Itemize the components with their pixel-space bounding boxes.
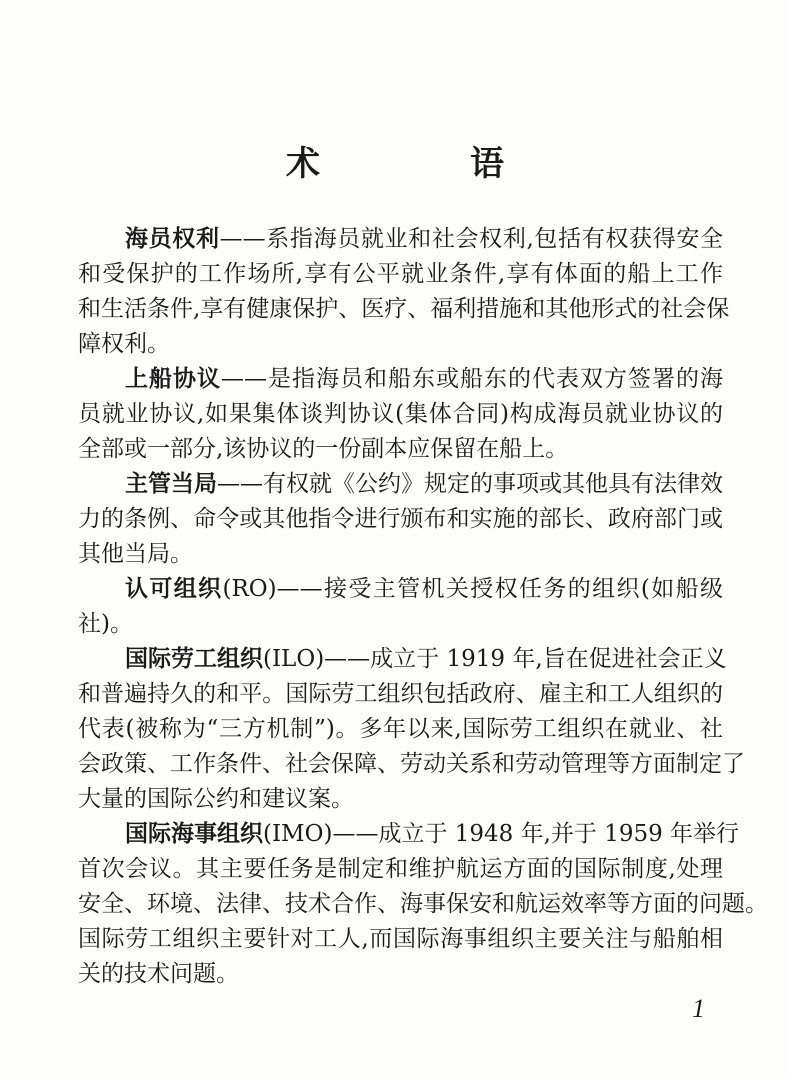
term-name: 主管当局 bbox=[125, 471, 217, 497]
definition-text: 大量的国际公约和建议案。 bbox=[78, 786, 354, 812]
definition-text: 社)。 bbox=[78, 611, 133, 637]
term-name: 认可组织 bbox=[125, 576, 223, 602]
term-name: 国际劳工组织 bbox=[125, 646, 263, 672]
term-paragraph bbox=[78, 572, 723, 642]
text-line bbox=[78, 922, 723, 957]
definition-text: ——系指海员就业和社会权利,包括有权获得安全 bbox=[219, 226, 724, 252]
definition-text: (IMO)——成立于 1948 年,并于 1959 年举行 bbox=[263, 821, 740, 847]
definition-text: 和普遍持久的和平。国际劳工组织包括政府、雇主和工人组织的 bbox=[78, 681, 723, 707]
text-line bbox=[78, 712, 723, 747]
term-paragraph bbox=[78, 362, 723, 467]
definition-text: 力的条例、命令或其他指令进行颁布和实施的部长、政府部门或 bbox=[78, 506, 723, 532]
definition-text: 代表(被称为“三方机制”)。多年以来,国际劳工组织在就业、社 bbox=[78, 716, 723, 742]
text-line bbox=[78, 887, 768, 922]
definition-text: ——是指海员和船东或船东的代表双方签署的海 bbox=[221, 366, 723, 392]
text-line bbox=[78, 607, 723, 642]
page-number: 1 bbox=[692, 994, 705, 1023]
definition-text: 首次会议。其主要任务是制定和维护航运方面的国际制度,处理 bbox=[78, 856, 723, 882]
term-paragraph bbox=[78, 467, 723, 572]
term-paragraph bbox=[78, 642, 745, 817]
definition-text: 国际劳工组织主要针对工人,而国际海事组织主要关注与船舶相 bbox=[78, 926, 723, 952]
definition-text: 障权利。 bbox=[78, 331, 170, 357]
term-name: 海员权利 bbox=[125, 226, 220, 252]
text-line bbox=[78, 642, 727, 677]
text-line bbox=[78, 747, 745, 782]
terms-body bbox=[78, 222, 768, 992]
text-line bbox=[78, 817, 740, 852]
text-line bbox=[78, 467, 723, 502]
text-line bbox=[78, 572, 723, 607]
definition-text: 关的技术问题。 bbox=[78, 961, 239, 987]
text-line bbox=[78, 362, 723, 397]
text-line bbox=[78, 502, 723, 537]
definition-text: ——有权就《公约》规定的事项或其他具有法律效 bbox=[217, 471, 723, 497]
definition-text: (ILO)——成立于 1919 年,旨在促进社会正义 bbox=[263, 646, 727, 672]
definition-text: 和生活条件,享有健康保护、医疗、福利措施和其他形式的社会保 bbox=[78, 296, 730, 322]
definition-text: 员就业协议,如果集体谈判协议(集体合同)构成海员就业协议的 bbox=[78, 401, 723, 427]
text-line bbox=[78, 292, 730, 327]
text-line bbox=[78, 327, 723, 362]
text-line bbox=[78, 537, 723, 572]
term-paragraph bbox=[78, 817, 768, 992]
term-paragraph bbox=[78, 222, 730, 362]
page-title: 术 语 bbox=[286, 144, 562, 184]
definition-text: 全部或一部分,该协议的一份副本应保留在船上。 bbox=[78, 436, 569, 462]
text-line bbox=[78, 397, 723, 432]
definition-text: 其他当局。 bbox=[78, 541, 193, 567]
term-name: 国际海事组织 bbox=[125, 821, 263, 847]
definition-text: 安全、环境、法律、技术合作、海事保安和航运效率等方面的问题。 bbox=[78, 891, 768, 917]
definition-text: 会政策、工作条件、社会保障、劳动关系和劳动管理等方面制定了 bbox=[78, 751, 745, 777]
text-line bbox=[78, 677, 723, 712]
text-line bbox=[78, 222, 723, 257]
text-line bbox=[78, 432, 723, 467]
definition-text: 和受保护的工作场所,享有公平就业条件,享有体面的船上工作 bbox=[78, 261, 723, 287]
text-line bbox=[78, 782, 723, 817]
text-line bbox=[78, 257, 723, 292]
definition-text: (RO)——接受主管机关授权任务的组织(如船级 bbox=[222, 576, 724, 602]
text-line bbox=[78, 957, 723, 992]
term-name: 上船协议 bbox=[125, 366, 221, 392]
text-line bbox=[78, 852, 723, 887]
